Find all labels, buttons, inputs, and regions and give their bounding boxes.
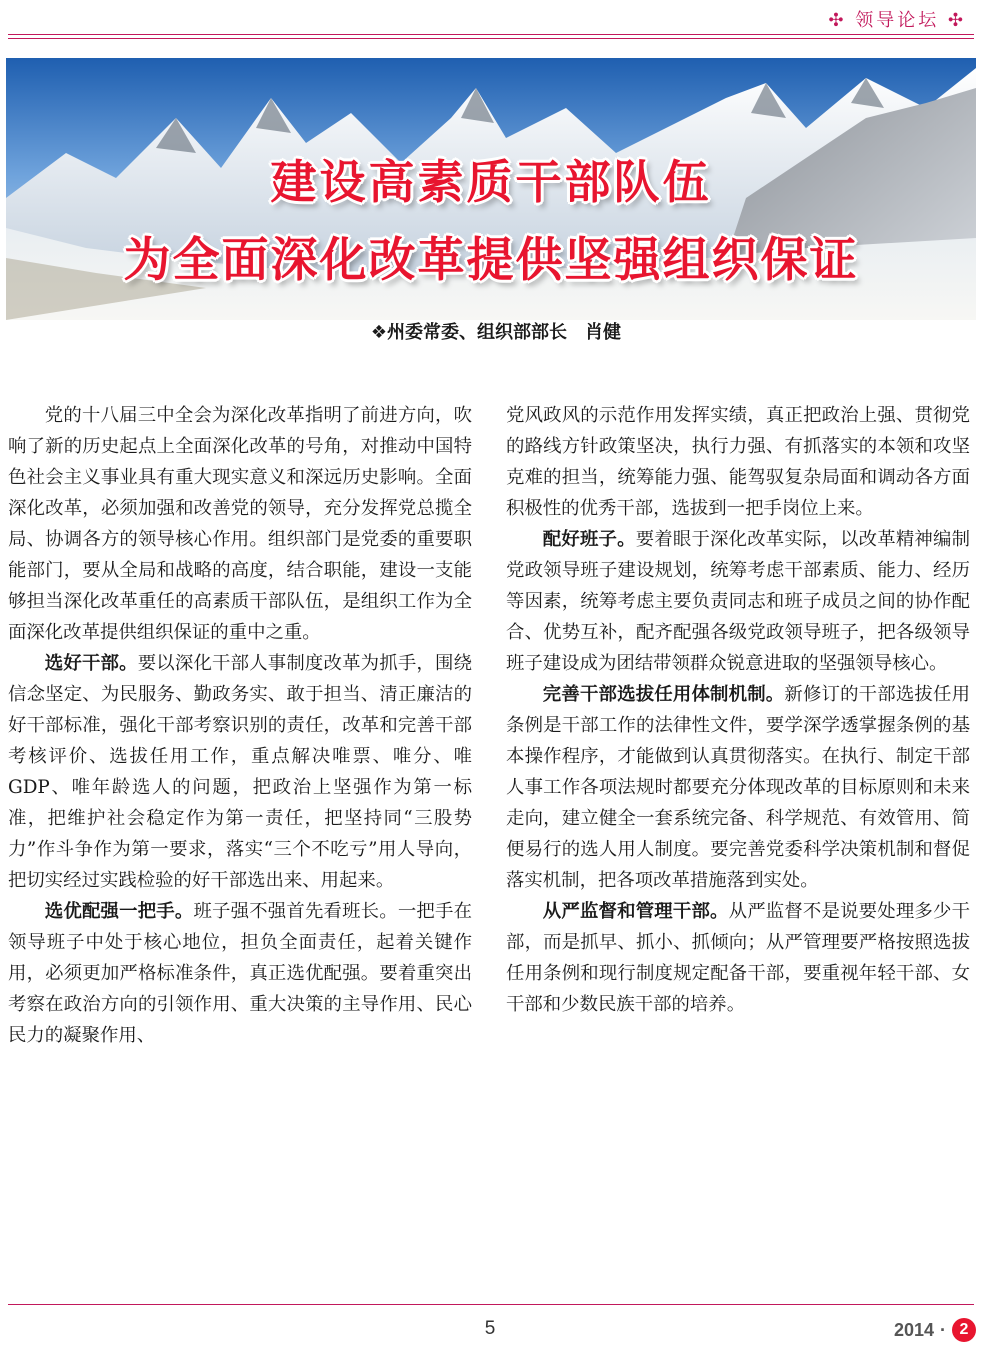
issue-number-badge: 2: [952, 1318, 976, 1342]
article-title-line2: 为全面深化改革提供坚强组织保证: [123, 233, 859, 288]
paragraph-heading: 从严监督和管理干部。: [542, 901, 729, 922]
author-byline: ❖州委常委、组织部部长 肖健: [370, 322, 622, 343]
paragraph-selection-mechanism: 完善干部选拔任用体制机制。新修订的干部选拔任用条例是干部工作的法律性文件，要学深学透掌握条例的基本操作程序，才能做到认真贯彻落实。在执行、制定干部人事工作各项法规时都要充分体现改革的目标原则和未来走向，建立健全一套系统完备、科学规范、有效管用、简便易行的选人用人制度。要完善党委科学决策机制和督促落实机制，把各项改革措施落到实处。: [506, 684, 970, 891]
paragraph-intro: 党的十八届三中全会为深化改革指明了前进方向，吹响了新的历史起点上全面深化改革的号角，对推动中国特色社会主义事业具有重大现实意义和深远历史影响。全面深化改革，必须加强和改善党的领导，充分发挥党总揽全局、协调各方的领导核心作用。组织部门是党委的重要职能部门，要从全局和战略的高度，结合职能，建设一支能够担当深化改革重任的高素质干部队伍，是组织工作为全面深化改革提供组织保证的重中之重。: [8, 405, 472, 643]
paragraph-top-leader: 选优配强一把手。班子强不强首先看班长。一把手在领导班子中处于核心地位，担负全面责任，起着关键作用，必须更加严格标准条件，真正选优配强。要着重突出考察在政治方向的引领作用、重大决策的主导作用、民心民力的凝聚作用、: [8, 901, 472, 1046]
paragraph-continued: 党风政风的示范作用发挥实绩，真正把政治上强、贯彻党的路线方针政策坚决，执行力强、有抓落实的本领和攻坚克难的担当，统筹能力强、能驾驭复杂局面和调动各方面积极性的优秀干部，选拔到一把手岗位上来。: [506, 405, 970, 519]
right-column: [506, 400, 970, 1020]
paragraph-heading: 选优配强一把手。: [44, 901, 194, 922]
mountain-banner: [6, 58, 976, 320]
paragraph-select-cadres: 选好干部。要以深化干部人事制度改革为抓手，围绕信念坚定、为民服务、勤政务实、敢于担当、清正廉洁的好干部标准，强化干部考察识别的责任，改革和完善干部考核评价、选拔任用工作，重点解决唯票、唯分、唯GDP、唯年龄选人的问题，把政治上坚强作为第一标准，把维护社会稳定作为第一责任，把坚持同“三股势力”作斗争作为第一要求，落实“三个不吃亏”用人导向，把切实经过实践检验的好干部选出来、用起来。: [8, 653, 472, 891]
article-title-line1: 建设高素质干部队伍: [270, 155, 712, 209]
header-rule-thin: [8, 38, 974, 39]
paragraph-leadership-team: 配好班子。要着眼于深化改革实际，以改革精神编制党政领导班子建设规划，统筹考虑干部素质、能力、经历等因素，统筹考虑主要负责同志和班子成员之间的协作配合、优势互补，配齐配强各级党政领导班子，把各级领导班子建设成为团结带领群众锐意进取的坚强领导核心。: [506, 529, 970, 674]
issue-year: 2014: [893, 1319, 934, 1340]
page-number: 5: [484, 1318, 496, 1339]
header-rule: [8, 34, 974, 35]
footer-rule: [8, 1304, 974, 1305]
issue-label: [894, 1318, 976, 1342]
issue-separator: ·: [940, 1319, 946, 1340]
paragraph-heading: 完善干部选拔任用体制机制。: [542, 684, 785, 705]
paragraph-supervision: 从严监督和管理干部。从严监督不是说要处理多少干部，而是抓早、抓小、抓倾向；从严管理要严格按照选拔任用条例和现行制度规定配备干部，要重视年轻干部、女干部和少数民族干部的培养。: [506, 901, 970, 1015]
section-tag: ✣ 领导论坛 ✣: [828, 10, 966, 31]
paragraph-heading: 配好班子。: [542, 529, 636, 550]
left-column: [8, 400, 472, 1051]
paragraph-heading: 选好干部。: [44, 653, 138, 674]
